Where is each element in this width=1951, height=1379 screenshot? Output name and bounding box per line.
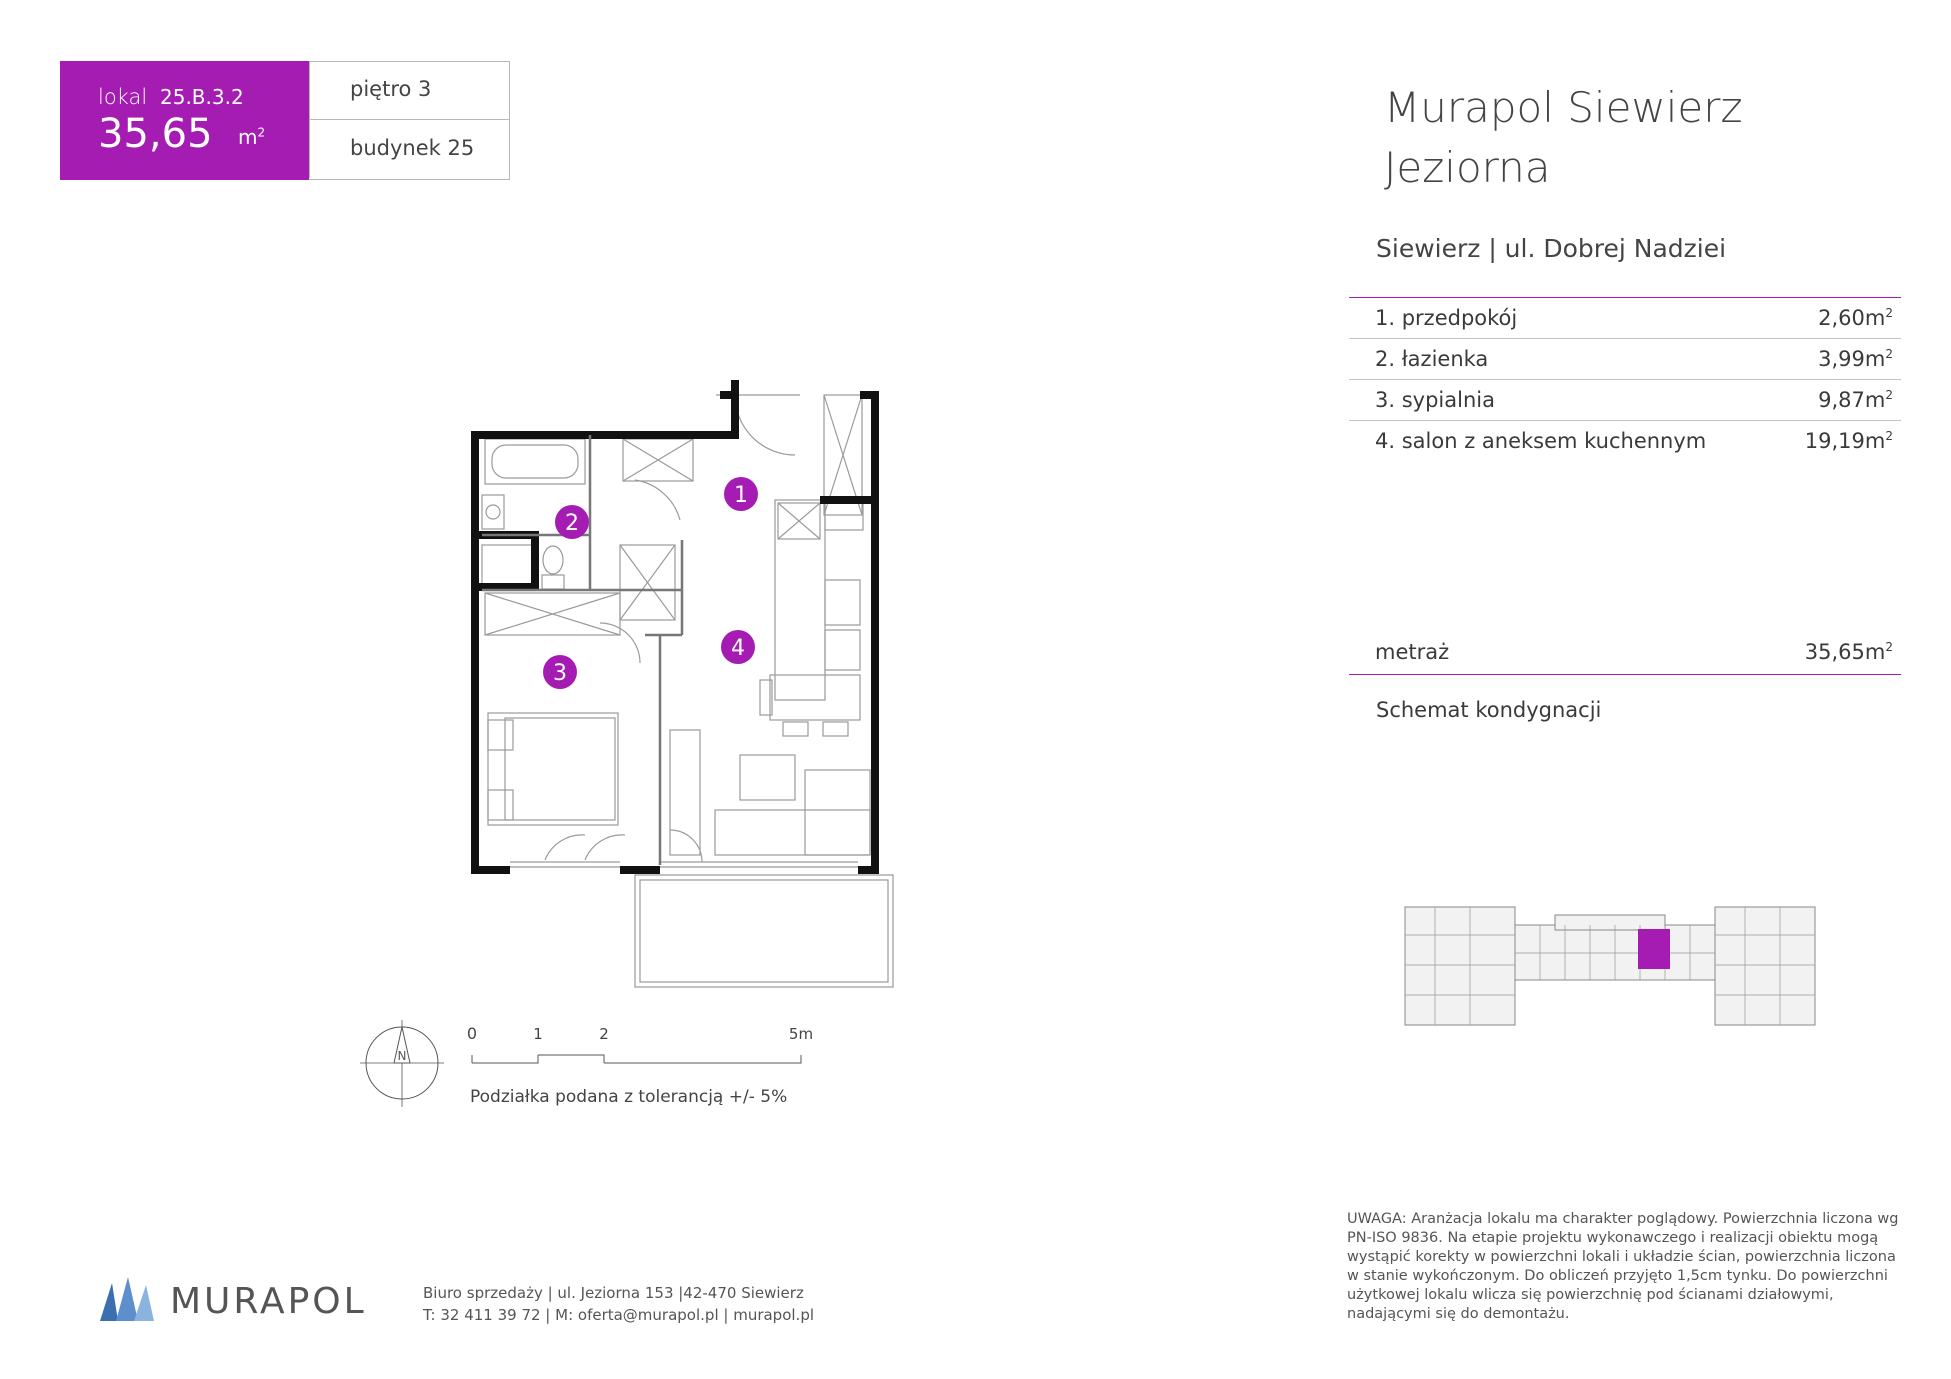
- plan-partitions: [482, 435, 682, 865]
- disclaimer-note: UWAGA: Aranżacja lokalu ma charakter poglądowy. Powierzchnia liczona wg PN-ISO 9836. Na etapie projektu wykonawczego i realizacji obiektu mogą wystąpić korekty w powierzchni lokali i układzie ścian, powierzchnia liczona w stanie wykończonym. Do obliczeń przyjęto 1,5cm tynku. Do powierzchni użytkowej lokalu wlicza się powierzchnię pod ścianami działowymi, nadającymi się do demontażu.: [1347, 1211, 1899, 1322]
- scale-ruler: [472, 1055, 801, 1063]
- unit-area-unit: $m^2$: [238, 125, 266, 149]
- room-row: [1349, 338, 1901, 379]
- plan-furniture: [482, 395, 893, 987]
- room-row: [1349, 297, 1901, 338]
- room-marker-4: [721, 630, 755, 664]
- total-area-value: $35,65m^2$: [1804, 640, 1893, 664]
- room-name: 1. przedpokój: [1375, 306, 1518, 330]
- room-marker-1: [724, 477, 758, 511]
- sales-office-contact: T: 32 411 39 72 | M: oferta@murapol.pl | murapol.pl: [423, 1306, 815, 1324]
- floor-schema-label: Schemat kondygnacji: [1376, 698, 1602, 722]
- unit-area-value: 35,65: [98, 111, 213, 157]
- svg-text:3: 3: [553, 661, 567, 686]
- floor-schema-thumbnail: [1390, 895, 1830, 1040]
- scale-tolerance-note: Podziałka podana z tolerancją +/- 5%: [470, 1087, 788, 1107]
- rooms-table: [1349, 297, 1901, 461]
- sales-office-address: Biuro sprzedaży | ul. Jeziorna 153 |42-470 Siewierz: [423, 1284, 804, 1302]
- floor-plan: [460, 375, 900, 990]
- scale-tick-label: 1: [533, 1025, 543, 1043]
- room-row: [1349, 379, 1901, 420]
- floor-label: piętro 3: [350, 77, 432, 101]
- scale-tick-label: 0: [466, 1024, 478, 1043]
- svg-text:2: 2: [565, 511, 579, 536]
- project-address: Siewierz | ul. Dobrej Nadziei: [1376, 234, 1727, 263]
- room-name: 2. łazienka: [1375, 347, 1489, 371]
- scale-tick-label: 5m: [788, 1025, 814, 1043]
- total-area-label: metraż: [1375, 640, 1450, 664]
- murapol-logo-icon: [98, 1277, 158, 1322]
- building-label: budynek 25: [350, 136, 475, 160]
- building-cell: [309, 120, 509, 178]
- murapol-logo-text: MURAPOL: [170, 1281, 367, 1322]
- lokal-label: lokal: [98, 85, 148, 109]
- room-name: 3. sypialnia: [1375, 388, 1495, 412]
- scale-tick-label: 2: [599, 1025, 609, 1043]
- project-title-line2: Jeziorna: [1384, 143, 1551, 192]
- current-unit-highlight: [1638, 929, 1670, 969]
- unit-area-panel: [60, 61, 309, 180]
- room-area: $2,60m^2$: [1818, 306, 1893, 330]
- compass-icon: [360, 1020, 444, 1107]
- svg-text:4: 4: [731, 636, 745, 661]
- room-marker-2: [555, 505, 589, 539]
- total-area-row: [1349, 632, 1901, 675]
- compass-north-label: N: [397, 1049, 407, 1063]
- floor-cell: [309, 61, 509, 120]
- room-area: $3,99m^2$: [1818, 347, 1893, 371]
- room-marker-3: [543, 655, 577, 689]
- plan-walls: [475, 380, 875, 870]
- project-title: [1384, 78, 1743, 198]
- room-area: $19,19m^2$: [1804, 429, 1893, 453]
- project-title-line1: Murapol Siewierz: [1384, 83, 1743, 132]
- lokal-code: 25.B.3.2: [160, 85, 244, 109]
- room-area: $9,87m^2$: [1818, 388, 1893, 412]
- room-row: [1349, 420, 1901, 461]
- room-name: 4. salon z aneksem kuchennym: [1375, 429, 1707, 453]
- svg-text:1: 1: [734, 483, 748, 508]
